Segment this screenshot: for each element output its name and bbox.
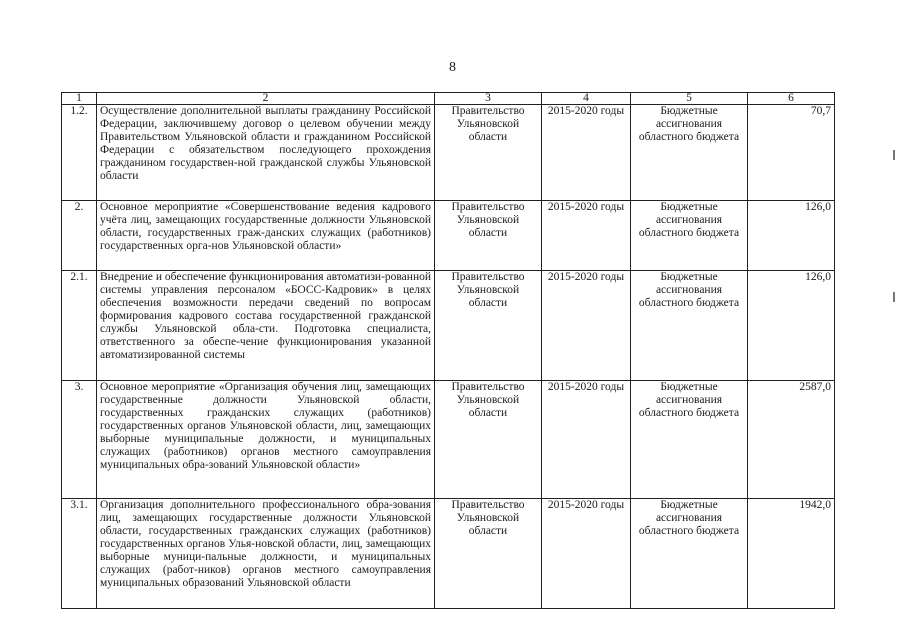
executor: Правительство Ульяновской области (435, 201, 542, 271)
row-number: 2. (62, 201, 97, 271)
row-number: 3. (62, 381, 97, 499)
measures-table (61, 92, 835, 609)
table-row (62, 271, 835, 381)
period: 2015-2020 годы (542, 271, 631, 381)
table-row (62, 381, 835, 499)
funding-source: Бюджетные ассигнования областного бюджета (631, 499, 748, 609)
funding-source: Бюджетные ассигнования областного бюджета (631, 271, 748, 381)
page-number: 8 (449, 60, 456, 75)
executor: Правительство Ульяновской области (435, 499, 542, 609)
row-number: 2.1. (62, 271, 97, 381)
funding-source: Бюджетные ассигнования областного бюджета (631, 105, 748, 201)
amount: 1942,0 (748, 499, 835, 609)
amount: 126,0 (748, 201, 835, 271)
measure-description: Внедрение и обеспечение функционирования автоматизи-рованной системы управления персоналом «БОСС-Кадровик» в целях обеспечения возможности передачи сведений по вопросам формирования кадрового состава государственной гражданской службы Ульяновской обла-сти. Подготовка специалиста, ответственного за обеспе-чение функционирования указанной автоматизированной системы (97, 271, 435, 381)
executor: Правительство Ульяновской области (435, 105, 542, 201)
executor: Правительство Ульяновской области (435, 271, 542, 381)
amount: 70,7 (748, 105, 835, 201)
period: 2015-2020 годы (542, 499, 631, 609)
executor: Правительство Ульяновской области (435, 381, 542, 499)
column-header: 5 (631, 93, 748, 105)
period: 2015-2020 годы (542, 201, 631, 271)
table-row (62, 201, 835, 271)
measure-description: Основное мероприятие «Совершенствование ведения кадрового учёта лиц, замещающих государственные должности Ульяновской области, государственных граж-данских служащих (работников) государственных орга-нов Ульяновской области» (97, 201, 435, 271)
funding-source: Бюджетные ассигнования областного бюджета (631, 201, 748, 271)
row-number: 3.1. (62, 499, 97, 609)
scan-margin-mark (893, 150, 895, 160)
scan-margin-mark (893, 292, 895, 302)
row-number: 1.2. (62, 105, 97, 201)
column-number-header-row (62, 93, 835, 105)
column-header: 6 (748, 93, 835, 105)
measure-description: Осуществление дополнительной выплаты гражданину Российской Федерации, заключившему договор о целевом обучении между Правительством Ульяновской области и гражданином Российской Федерации с обязательством последующего прохождения гражданином государствен-ной гражданской службы Ульяновской области (97, 105, 435, 201)
column-header: 1 (62, 93, 97, 105)
measure-description: Основное мероприятие «Организация обучения лиц, замещающих государственные должности Ульяновской области, государственных гражданских служащих (работников) государственных органов Ульяновской области, лиц, замещающих выборные муниципальные должности, и муниципальных служащих (работников) органов местного самоуправления муниципальных обра-зований Ульяновской области» (97, 381, 435, 499)
period: 2015-2020 годы (542, 381, 631, 499)
column-header: 3 (435, 93, 542, 105)
column-header: 4 (542, 93, 631, 105)
period: 2015-2020 годы (542, 105, 631, 201)
table-row (62, 105, 835, 201)
column-header: 2 (97, 93, 435, 105)
measure-description: Организация дополнительного профессионального обра-зования лиц, замещающих государственные должности Ульяновской области, государственных гражданских служащих (работников) государственных органов Улья-новской области, лиц, замещающих выборные муници-пальные должности, и муниципальных служащих (работ-ников) органов местного самоуправления муниципальных образований Ульяновской области (97, 499, 435, 609)
funding-source: Бюджетные ассигнования областного бюджета (631, 381, 748, 499)
table-row (62, 499, 835, 609)
amount: 2587,0 (748, 381, 835, 499)
amount: 126,0 (748, 271, 835, 381)
